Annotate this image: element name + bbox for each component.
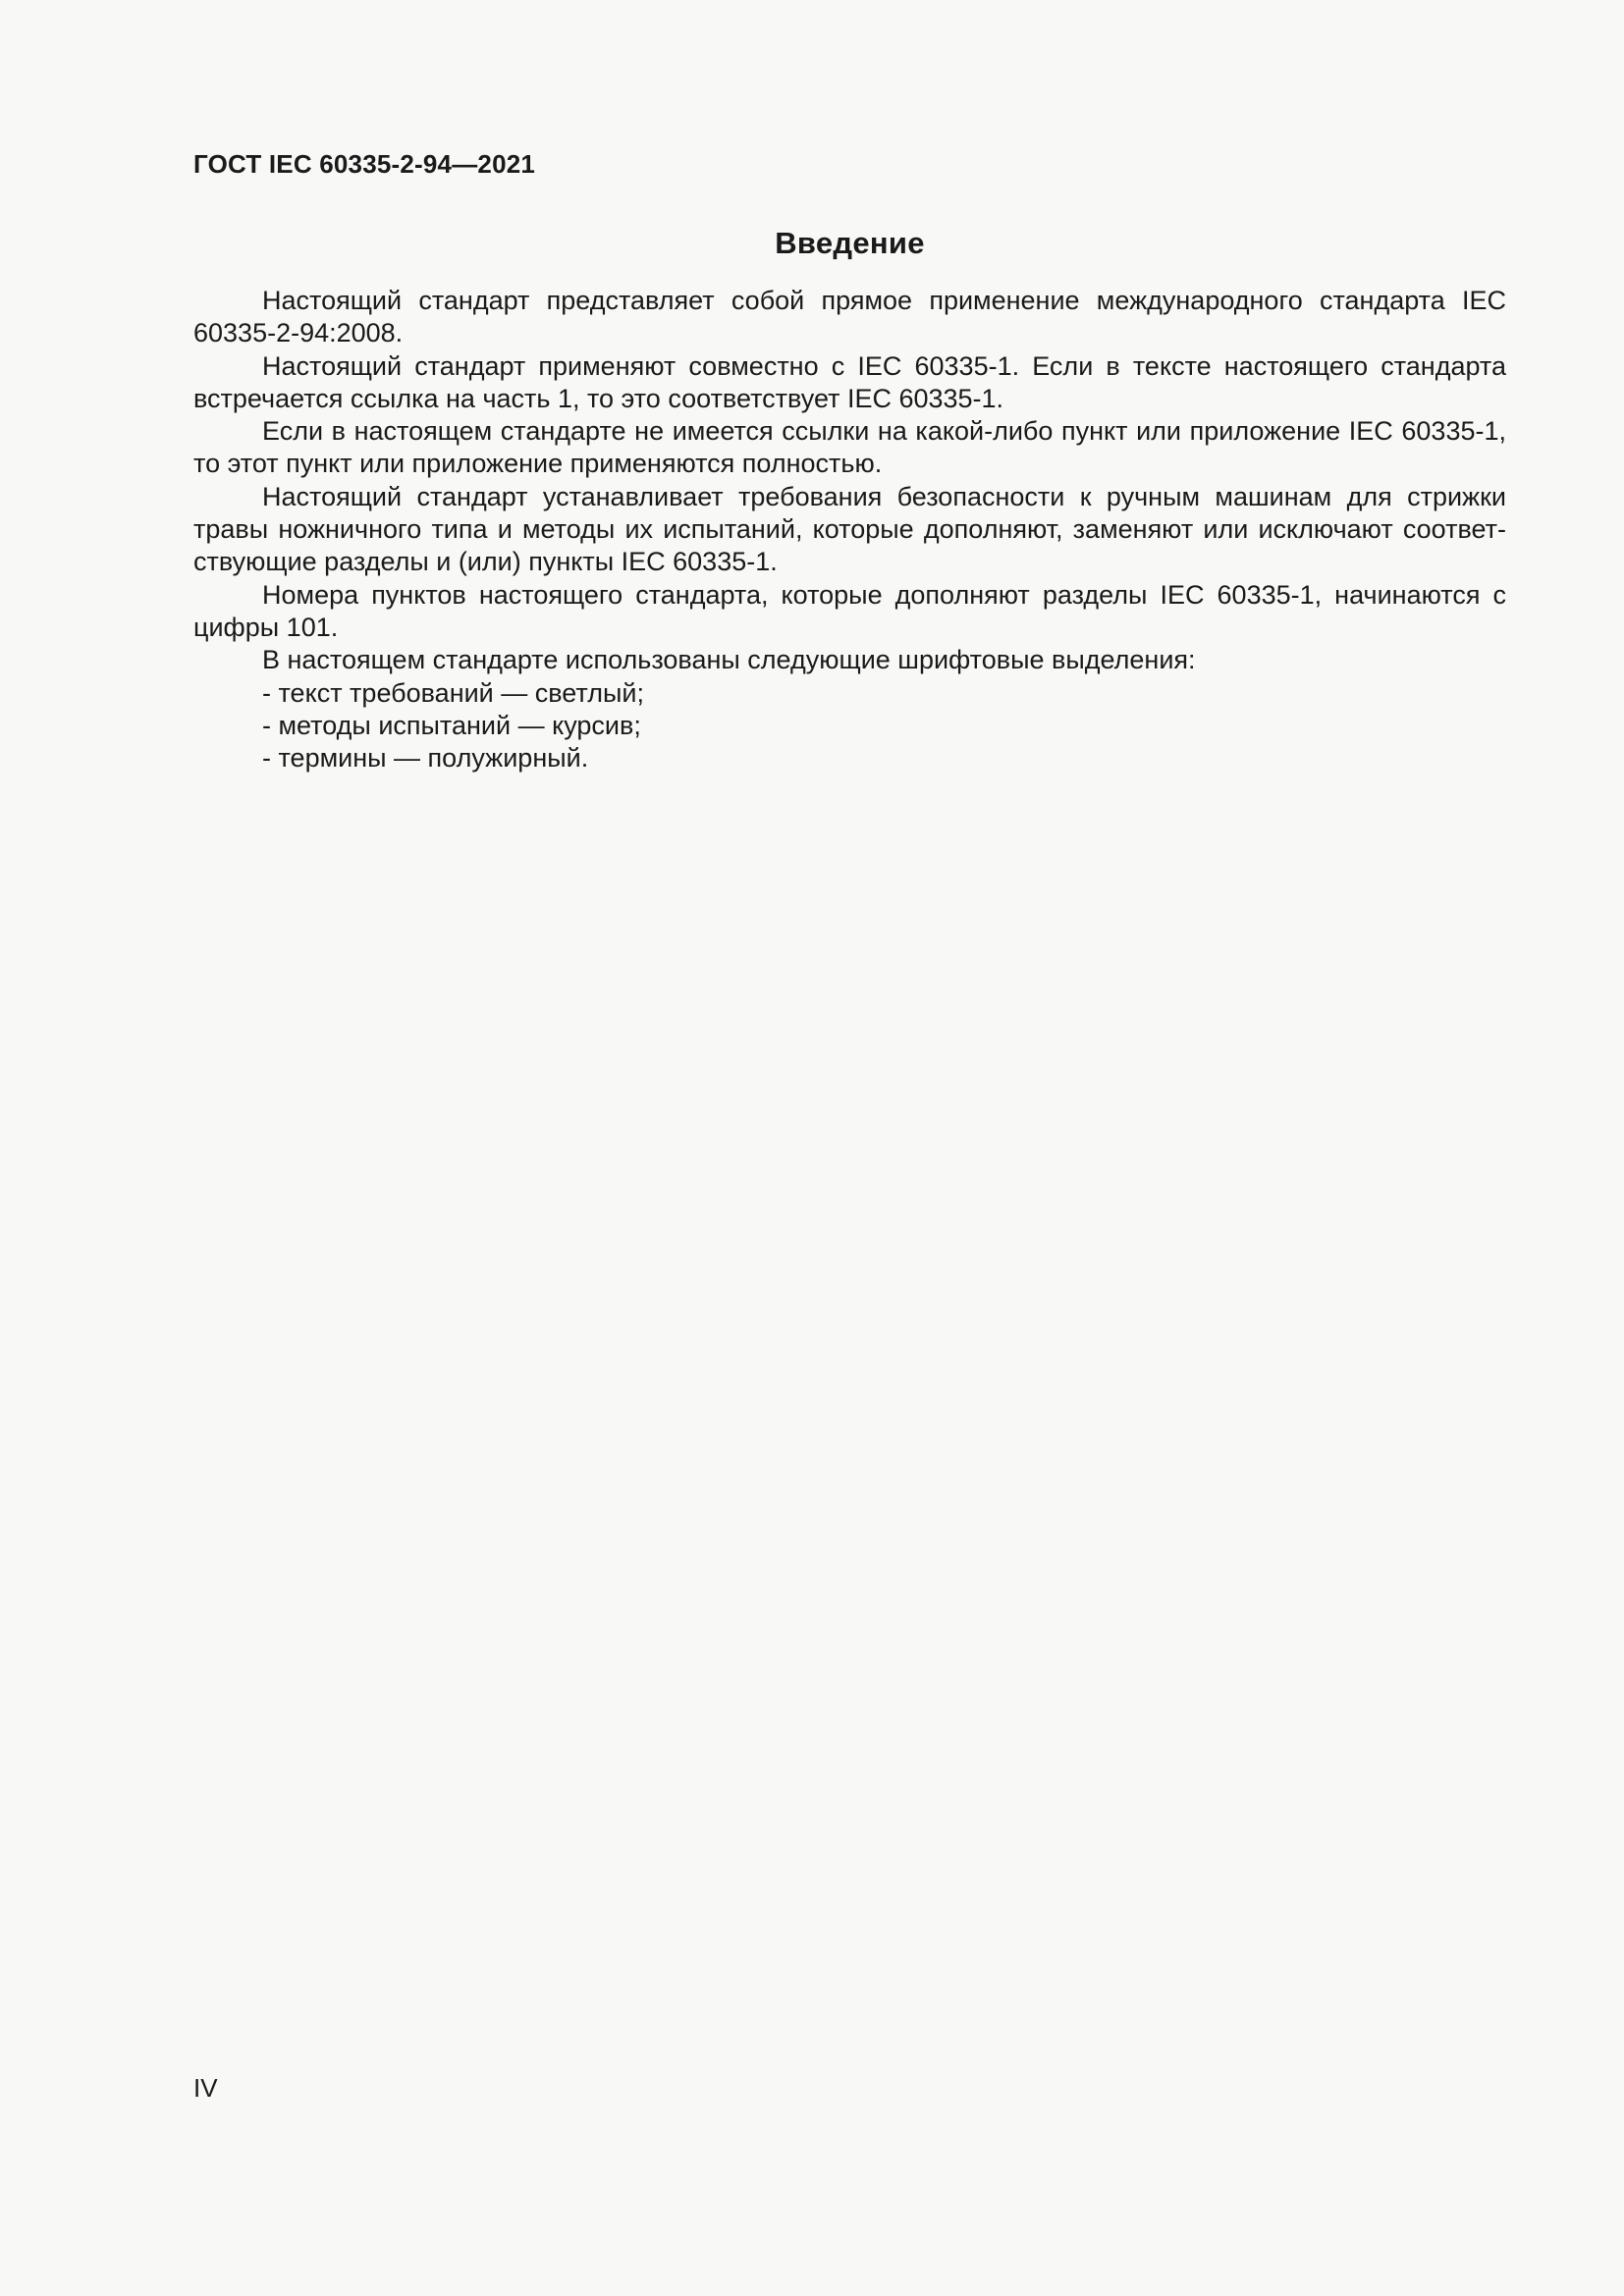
introduction-body (193, 285, 1506, 774)
list-item: - методы испытаний — курсив; (262, 710, 641, 740)
paragraph: В настоящем стандарте использованы следующие шрифтовые выделения: (262, 645, 1196, 675)
page-header-standard-code: ГОСТ IEC 60335-2-94—2021 (193, 149, 536, 179)
page-number: IV (193, 2073, 218, 2103)
list-item: - текст требований — светлый; (262, 677, 644, 708)
paragraph: Настоящий стандарт представляет собой прямое применение международного стандарта IEC 60335-2-94:2008. (193, 286, 1506, 348)
paragraph: Настоящий стандарт устанавливает требования безопасности к ручным машинам для стрижки травы ножничного типа и методы их испытаний, которые дополняют, заменяют или исключают соответ-ствующие разделы и (или) пункты IEC 60335-1. (193, 481, 1506, 577)
paragraph: Если в настоящем стандарте не имеется ссылки на какой-либо пункт или приложение IEC 60335-1, то этот пункт или приложение применяются полностью. (193, 416, 1506, 479)
section-title: Введение (775, 226, 925, 260)
paragraph: Номера пунктов настоящего стандарта, которые дополняют разделы IEC 60335-1, начинаются с цифры 101. (193, 579, 1506, 642)
list-item: - термины — полужирный. (262, 743, 589, 774)
paragraph: Настоящий стандарт применяют совместно с IEC 60335-1. Если в тексте настоящего стандарта встречается ссылка на часть 1, то это соответствует IEC 60335-1. (193, 350, 1506, 413)
